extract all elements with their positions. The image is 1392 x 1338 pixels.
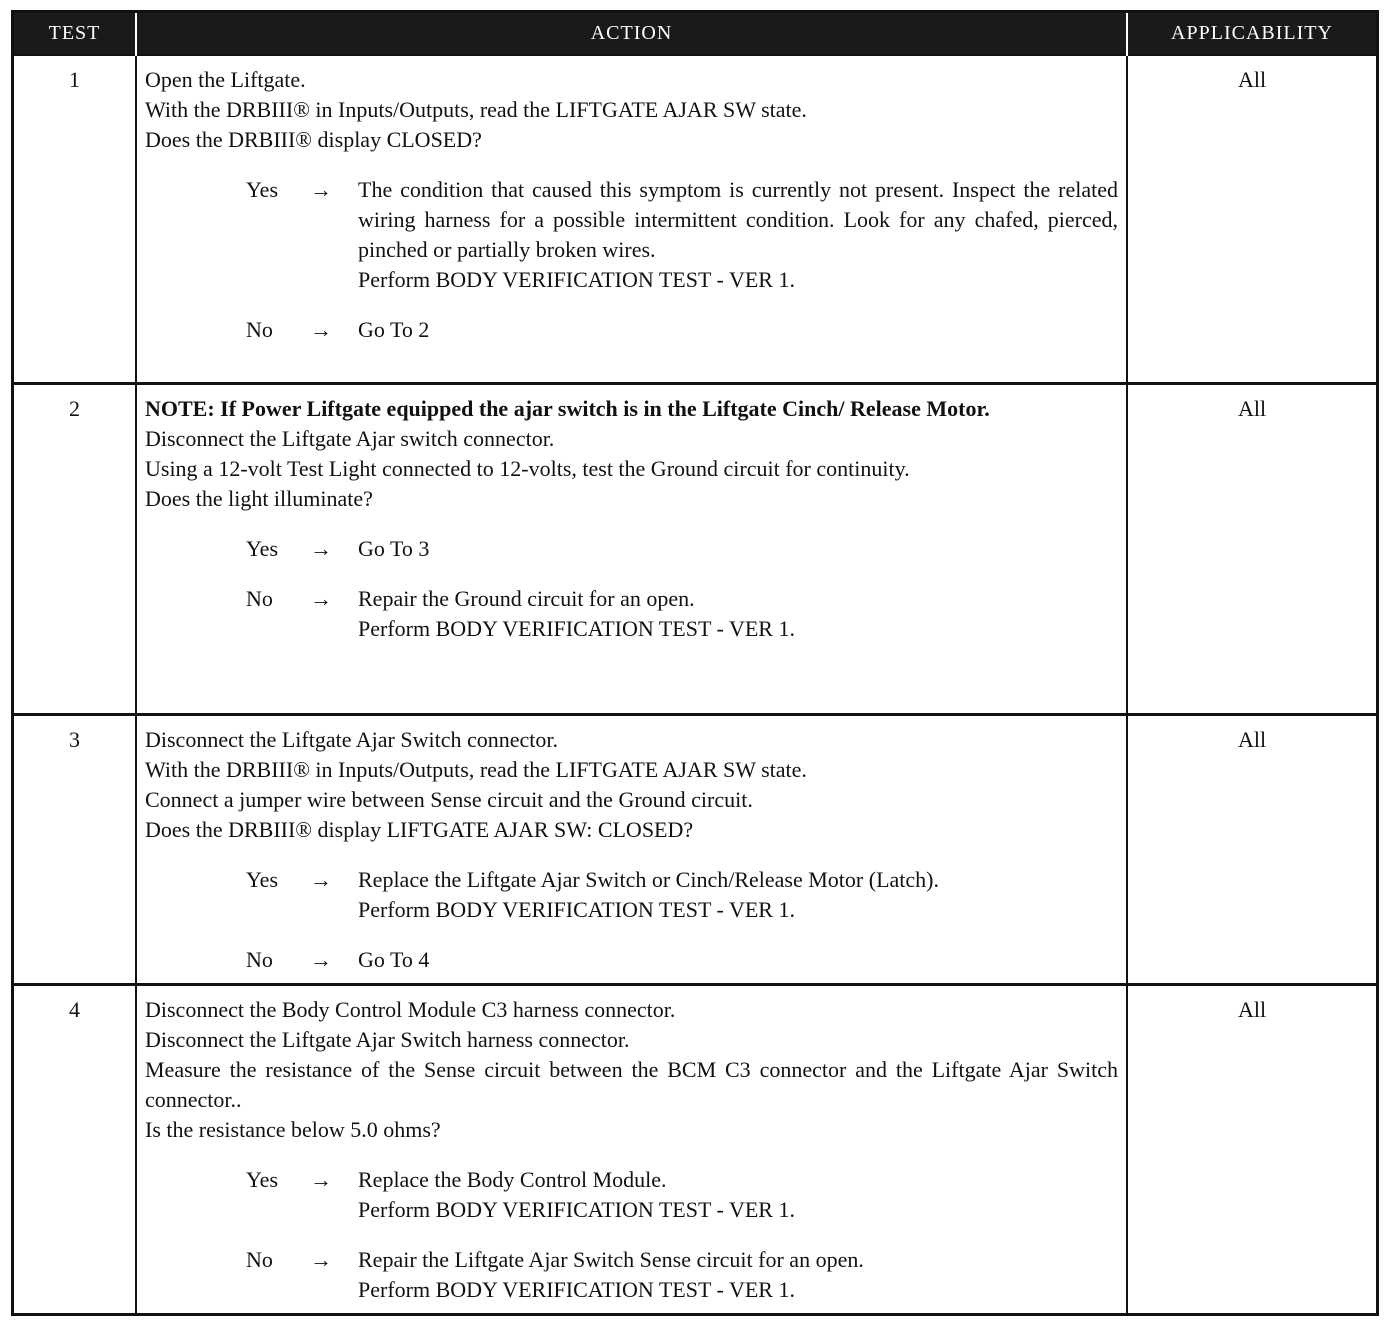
action-step: Measure the resistance of the Sense circuit between the BCM C3 connector and the Liftgate Ajar Switch connector.. [145,1056,1118,1112]
action-cell [136,714,1127,984]
action-step: Disconnect the Body Control Module C3 harness connector. [145,996,676,1022]
outcome-result [358,315,1118,345]
header-applicability: APPLICABILITY [1127,13,1376,55]
action-step: Disconnect the Liftgate Ajar switch connector. [145,425,555,451]
arrow-icon: → [310,585,332,611]
outcome-yes [246,1165,1118,1225]
result-line: Replace the Body Control Module. [358,1166,667,1192]
applicability-value: All [1127,714,1376,984]
result-line: Go To 3 [358,535,430,561]
outcome-yes [246,534,1118,564]
result-line: Perform BODY VERIFICATION TEST - VER 1. [358,1276,795,1302]
action-step: Using a 12-volt Test Light connected to 12-volts, test the Ground circuit for continuity. [145,455,910,481]
outcome-no [246,1245,1118,1305]
outcome-yes [246,865,1118,925]
result-line: Repair the Ground circuit for an open. [358,585,695,611]
action-step: With the DRBIII® in Inputs/Outputs, read the LIFTGATE AJAR SW state. [145,756,807,782]
outcome-result [358,584,1118,644]
action-step: With the DRBIII® in Inputs/Outputs, read the LIFTGATE AJAR SW state. [145,97,807,122]
result-line: Replace the Liftgate Ajar Switch or Cinch/Release Motor (Latch). [358,866,939,892]
test-number: 1 [14,55,136,383]
applicability-value: All [1127,984,1376,1313]
table-row [14,714,1376,984]
test-number: 2 [14,383,136,714]
answer-label: No [246,585,273,611]
answer-label: Yes [246,866,279,892]
outcome-result [358,945,1118,975]
action-step: Does the DRBIII® display LIFTGATE AJAR SW: CLOSED? [145,816,694,842]
result-line: Perform BODY VERIFICATION TEST - VER 1. [358,896,795,922]
table-row [14,55,1376,383]
result-line: The condition that caused this symptom is currently not present. Inspect the related wiring harness for a possible intermittent condition. Look for any chafed, pierced, pinched or partially broken wires. [358,177,1118,262]
outcome-no [246,584,1118,644]
test-number: 3 [14,714,136,984]
table-body [14,55,1376,1313]
action-cell [136,984,1127,1313]
outcome-result [358,1165,1118,1225]
result-line: Repair the Liftgate Ajar Switch Sense circuit for an open. [358,1246,864,1272]
action-step: Is the resistance below 5.0 ohms? [145,1116,441,1142]
result-line: Go To 2 [358,317,430,342]
test-number: 4 [14,984,136,1313]
arrow-icon: → [310,535,332,561]
header-action: ACTION [136,13,1127,55]
action-step: Does the light illuminate? [145,485,373,511]
arrow-icon: → [310,1246,332,1272]
action-step: Disconnect the Liftgate Ajar Switch harness connector. [145,1026,630,1052]
diagnostic-table [14,13,1376,1313]
outcome-no [246,315,1118,345]
outcome-no [246,945,1118,975]
action-cell [136,55,1127,383]
outcomes [145,175,1118,345]
answer-label: No [246,1246,273,1272]
answer-label: Yes [246,177,279,202]
answer-label: Yes [246,535,279,561]
action-step: Connect a jumper wire between Sense circuit and the Ground circuit. [145,786,753,812]
outcomes [145,865,1118,975]
answer-label: No [246,946,273,972]
applicability-value: All [1127,383,1376,714]
outcome-result [358,534,1118,564]
arrow-icon: → [310,317,332,342]
header-row [14,13,1376,55]
arrow-icon: → [310,946,332,972]
result-line: Perform BODY VERIFICATION TEST - VER 1. [358,267,795,292]
outcome-yes [246,175,1118,295]
outcome-result [358,865,1118,925]
arrow-icon: → [310,177,332,202]
table-row [14,383,1376,714]
arrow-icon: → [310,1166,332,1192]
action-step: Disconnect the Liftgate Ajar Switch connector. [145,726,558,752]
action-step: Does the DRBIII® display CLOSED? [145,127,482,152]
outcomes [145,1165,1118,1305]
result-line: Go To 4 [358,946,430,972]
arrow-icon: → [310,866,332,892]
result-line: Perform BODY VERIFICATION TEST - VER 1. [358,1196,795,1222]
outcome-result [358,175,1118,295]
action-cell [136,383,1127,714]
diagnostic-table-frame [11,10,1379,1316]
applicability-value: All [1127,55,1376,383]
note-text: NOTE: If Power Liftgate equipped the ajar switch is in the Liftgate Cinch/ Release Motor. [145,395,990,421]
header-test: TEST [14,13,136,55]
outcomes [145,534,1118,644]
answer-label: No [246,317,273,342]
outcome-result [358,1245,1118,1305]
answer-label: Yes [246,1166,279,1192]
table-row [14,984,1376,1313]
result-line: Perform BODY VERIFICATION TEST - VER 1. [358,615,795,641]
action-step: Open the Liftgate. [145,67,306,92]
